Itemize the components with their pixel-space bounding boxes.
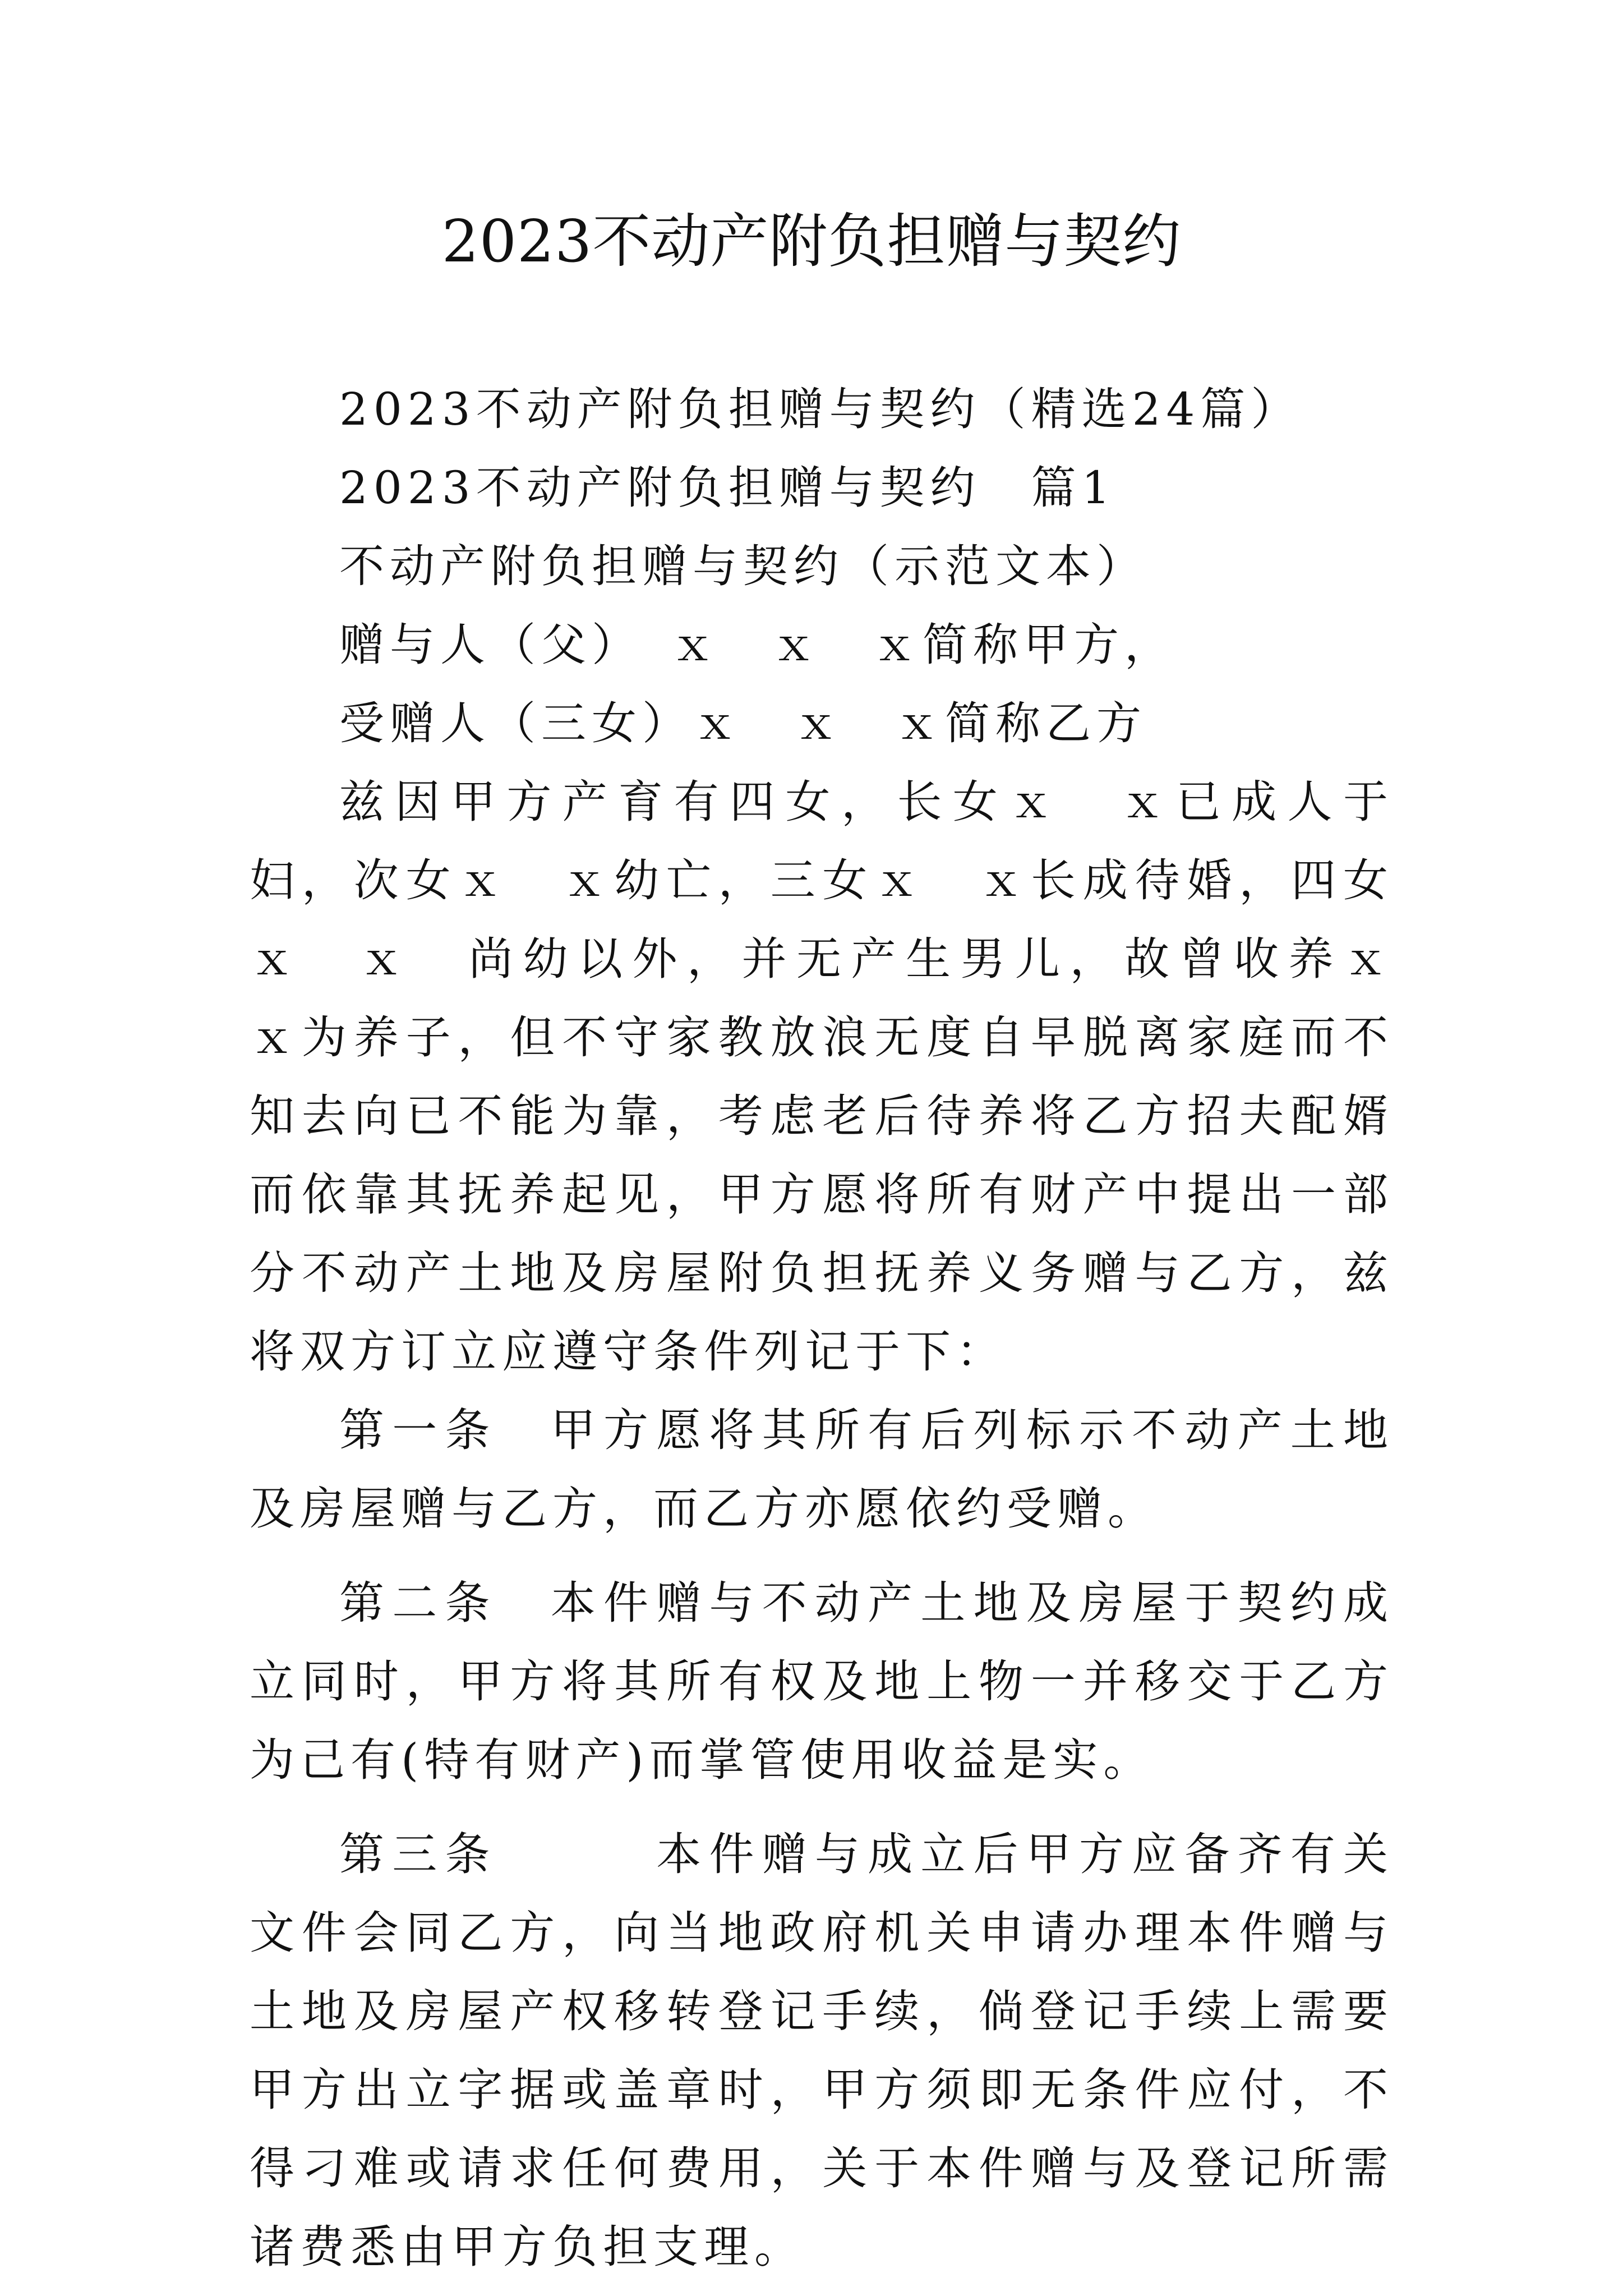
- donee-line: 受赠人（三女）ｘ ｘ ｘ简称乙方: [339, 697, 1147, 749]
- document-title: 2023不动产附负担赠与契约: [441, 207, 1182, 275]
- subtitle-line: 2023不动产附负担赠与契约（精选24篇）: [339, 383, 1302, 435]
- article-1-paragraph: 第一条 甲方愿将其所有后列标示不动产土地及房屋赠与乙方，而乙方亦愿依约受赠。: [250, 1404, 1394, 1535]
- section-heading: 2023不动产附负担赠与契约 篇1: [339, 462, 1116, 514]
- donor-line: 赠与人（父） ｘ ｘ ｘ简称甲方，: [339, 619, 1175, 671]
- article-3-paragraph: 第三条 本件赠与成立后甲方应备齐有关文件会同乙方，向当地政府机关申请办理本件赠与土地及房屋产权移转登记手续，倘登记手续上需要甲方出立字据或盖章时，甲方须即无条件应付，不得刁难或请求任何费用，关于本件赠与及登记所需诸费悉由甲方负担支理。: [250, 1828, 1394, 2273]
- preamble-paragraph: 兹因甲方产育有四女，长女ｘ ｘ已成人于妇，次女ｘ ｘ幼亡，三女ｘ ｘ长成待婚，四女ｘ ｘ 尚幼以外，并无产生男儿，故曾收养ｘ ｘ为养子，但不守家教放浪无度自早脱离家庭而不知去向已不能为靠，考虑老后待养将乙方招夫配婿而依靠其抚养起见，甲方愿将所有财产中提出一部分不动产土地及房屋附负担抚养义务赠与乙方，兹将双方订立应遵守条件列记于下：: [250, 776, 1545, 1378]
- document-body: [250, 370, 1545, 2286]
- contract-name: 不动产附负担赠与契约（示范文本）: [339, 540, 1147, 592]
- article-2-paragraph: 第二条 本件赠与不动产土地及房屋于契约成立同时，甲方将其所有权及地上物一并移交于乙方为己有(特有财产)而掌管使用收益是实。: [250, 1577, 1394, 1786]
